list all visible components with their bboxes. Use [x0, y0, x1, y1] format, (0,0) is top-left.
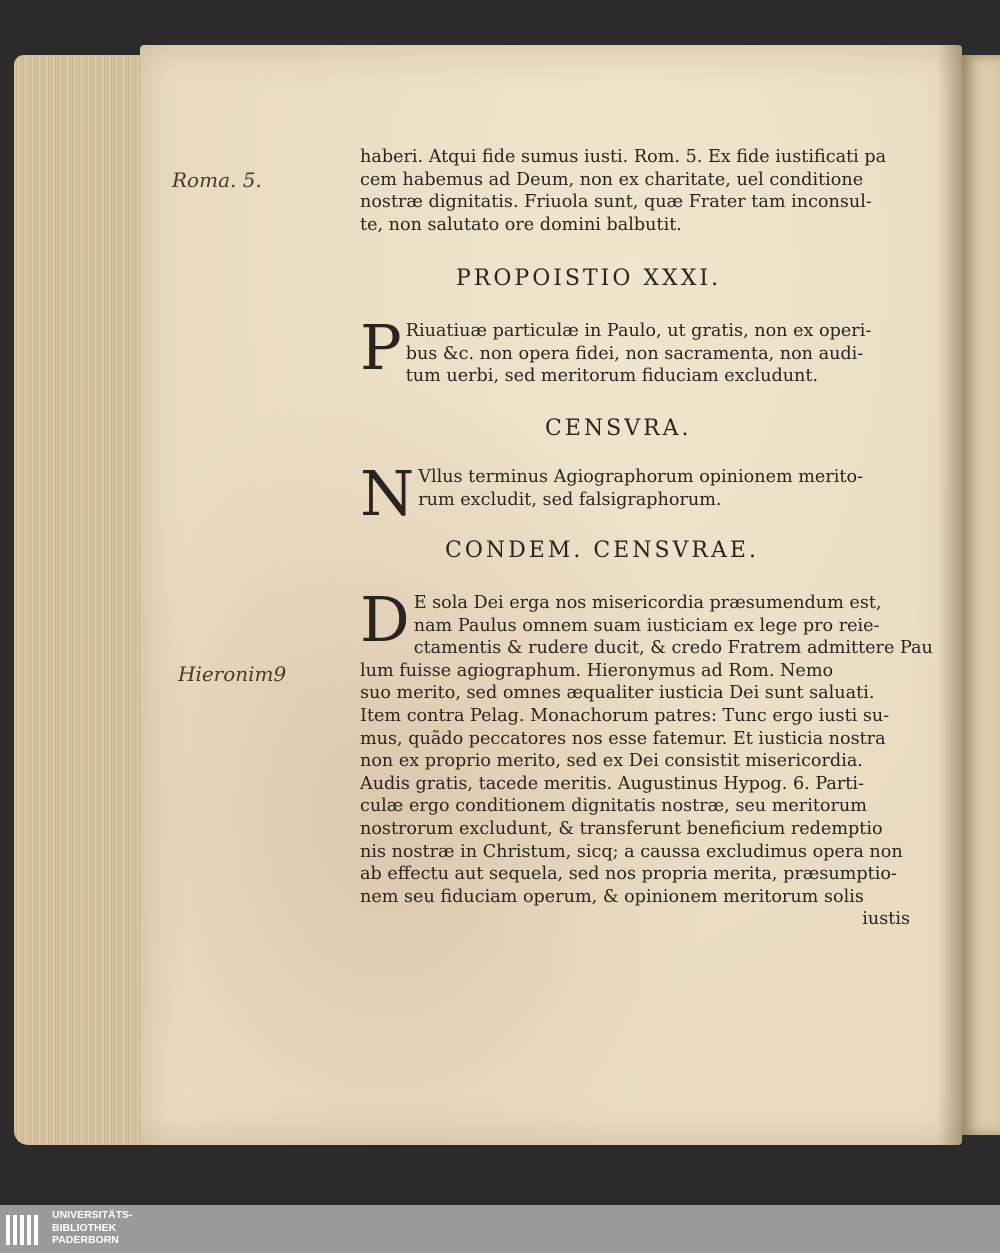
- text-line: ctamentis & rudere ducit, & credo Fratrem admittere Pau: [413, 638, 933, 659]
- library-name-line: PADERBORN: [52, 1234, 119, 1246]
- text-line: nam Paulus omnem suam iusticiam ex lege pro reie-: [413, 615, 880, 636]
- library-name-line: BIBLIOTHEK: [52, 1221, 117, 1234]
- text-line: nis nostræ in Christum, sicq; a caussa excludimus opera non: [360, 841, 903, 862]
- text-line: te, non salutato ore domini balbutit.: [360, 214, 682, 235]
- heading-censura: CENSVRA.: [545, 416, 692, 441]
- initial-letter: N: [360, 457, 415, 530]
- library-name: [52, 1209, 133, 1247]
- text-line: E sola Dei erga nos misericordia præsumendum est,: [413, 593, 882, 613]
- library-logo-icon: [4, 1211, 44, 1249]
- heading-condem: CONDEM. CENSVRAE.: [445, 538, 759, 563]
- text-line: culæ ergo conditionem dignitatis nostræ, seu meritorum: [360, 796, 867, 817]
- margin-note-hieron: Hieronim9: [178, 662, 287, 686]
- text-line: bus &c. non opera fidei, non sacramenta, non audi-: [405, 343, 864, 364]
- text-line: lum fuisse agiographum. Hieronymus ad Rom. Nemo: [360, 660, 834, 681]
- text-line: suo merito, sed omnes æqualiter iusticia Dei sunt saluati.: [360, 683, 875, 704]
- paragraph-censura: [360, 457, 920, 530]
- paragraph-intro: [360, 146, 920, 236]
- library-name-line: UNIVERSITÄTS-: [52, 1209, 133, 1221]
- text-line: cem habemus ad Deum, non ex charitate, uel conditione: [360, 169, 864, 190]
- text-line: nem seu fiduciam operum, & opinionem meritorum solis: [360, 886, 864, 907]
- margin-note-rom: Roma. 5.: [172, 168, 262, 192]
- paragraph-propositio: [360, 311, 920, 388]
- heading-propositio: PROPOISTIO XXXI.: [456, 266, 722, 291]
- text-line: rum excludit, sed falsigraphorum.: [418, 489, 722, 510]
- initial-letter: D: [360, 583, 410, 656]
- facing-page-edge: [962, 55, 1000, 1135]
- library-footer: [0, 1205, 1000, 1253]
- text-line: Vllus terminus Agiographorum opinionem merito-: [418, 467, 863, 487]
- initial-letter: P: [360, 311, 402, 384]
- text-line: mus, quãdo peccatores nos esse fatemur. Et iusticia nostra: [360, 728, 886, 749]
- text-line: ab effectu aut sequela, sed nos propria merita, præsumptio-: [360, 864, 897, 885]
- paragraph-condem: [360, 583, 933, 931]
- text-line: nostrorum excludunt, & transferunt beneficium redemptio: [360, 818, 883, 839]
- book-gutter: [938, 45, 962, 1145]
- text-line: Riuatiuæ particulæ in Paulo, ut gratis, non ex operi-: [405, 321, 872, 341]
- text-line: tum uerbi, sed meritorum fiduciam excludunt.: [405, 366, 819, 387]
- text-line: nostræ dignitatis. Friuola sunt, quæ Frater tam inconsul-: [360, 192, 872, 213]
- text-line: haberi. Atqui fide sumus iusti. Rom. 5. Ex fide iustificati pa: [360, 147, 887, 167]
- text-line: Audis gratis, tacede meritis. Augustinus Hypog. 6. Parti-: [360, 773, 864, 794]
- text-line: non ex proprio merito, sed ex Dei consistit misericordia.: [360, 751, 863, 772]
- catchword: iustis: [862, 909, 910, 930]
- text-line: Item contra Pelag. Monachorum patres: Tunc ergo iusti su-: [360, 705, 890, 726]
